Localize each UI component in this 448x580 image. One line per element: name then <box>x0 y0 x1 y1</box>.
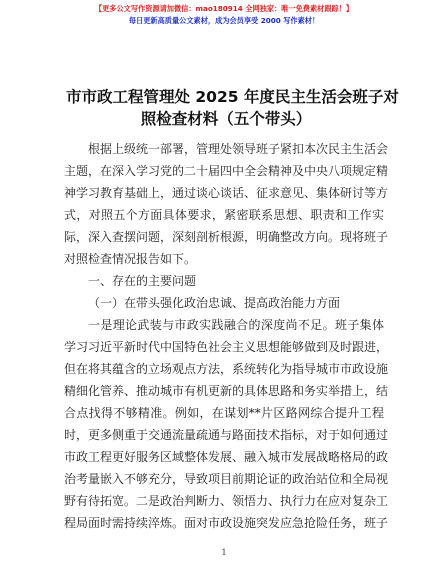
intro-line: 主题，在深入学习党的二十届四中全会精神及中央八项规定精 <box>64 164 389 178</box>
body-line: 市政工程更好服务区域整体发展、融入城市发展战略格局的政 <box>64 450 389 464</box>
intro-line: 根据上级统一部署，管理处领导班子紧扣本次民主生活会 <box>88 142 389 156</box>
body-line: 精细化管养、推动城市有机更新的具体思路和务实举措上，结 <box>64 384 389 398</box>
subsection-heading: （一）在带头强化政治忠诚、提高政治能力方面 <box>88 296 341 310</box>
intro-line: 式，对照五个方面具体要求，紧密联系思想、职责和工作实 <box>64 208 384 222</box>
intro-line: 神学习教育基础上，通过谈心谈话、征求意见、集体研讨等方 <box>64 186 389 200</box>
body-line: 野有待拓宽。二是政治判断力、领悟力、执行力在应对复杂工 <box>64 494 389 508</box>
intro-paragraph <box>64 138 389 270</box>
section-heading: 一、存在的主要问题 <box>88 274 197 288</box>
body-line: 程局面时需持续淬炼。面对市政设施突发应急抢险任务，班子 <box>64 516 389 530</box>
intro-line: 对照检查情况报告如下。 <box>64 252 197 266</box>
document-title-line-2: 照检查材料（五个带头） <box>140 110 312 128</box>
document-title-line-1: 市市政工程管理处 2025 年度民主生活会班子对 <box>66 88 399 106</box>
intro-line: 际，深入查摆问题，深刻剖析根源，明确整改方向。现将班子 <box>64 230 389 244</box>
body-line: 合点找得不够精准。例如，在谋划**片区路网综合提升工程 <box>64 406 384 420</box>
body-line: 一是理论武装与市政实践融合的深度尚不足。班子集体 <box>88 318 384 332</box>
body-line: 时，更多侧重于交通流量疏通与路面技术指标，对于如何通过 <box>64 428 389 442</box>
body-line: 治考量嵌入不够充分，导致项目前期论证的政治站位和全局视 <box>64 472 389 486</box>
promo-banner-sub: 每日更新高质量公文素材，成为会员享受 2000 写作素材！ <box>128 16 320 25</box>
body-line: 但在将其蕴含的立场观点方法，系统转化为指导城市市政设施 <box>64 362 389 376</box>
promo-banner-top: 【更多公文写作资源请加微信：mao180914 全网独家：唯一免费素材跟踪！】 <box>94 4 354 13</box>
body-line: 学习习近平新时代中国特色社会主义思想能够做到及时跟进， <box>64 340 389 354</box>
page-number: 1 <box>221 548 227 557</box>
body-paragraph <box>64 314 389 534</box>
